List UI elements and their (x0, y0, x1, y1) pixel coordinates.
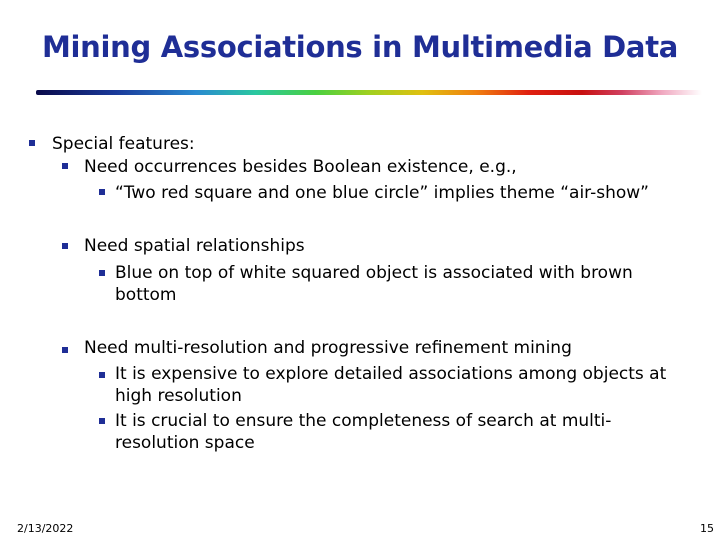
bullet-expensive-line2: high resolution (115, 386, 242, 406)
bullet-need-spatial: Need spatial relationships (84, 236, 305, 256)
bullet-square-icon (62, 347, 68, 353)
bullet-square-icon (99, 270, 105, 276)
bullet-crucial-line2: resolution space (115, 433, 255, 453)
bullet-two-red-square: “Two red square and one blue circle” implies theme “air-show” (115, 183, 649, 203)
slide-title: Mining Associations in Multimedia Data (41, 30, 679, 64)
bullet-square-icon (62, 163, 68, 169)
bullet-special-features: Special features: (52, 134, 195, 154)
bullet-expensive-line1: It is expensive to explore detailed associations among objects at (115, 364, 667, 384)
bullet-need-occurrences: Need occurrences besides Boolean existence, e.g., (84, 157, 517, 177)
slide-number: 15 (700, 522, 714, 535)
footer-date: 2/13/2022 (17, 522, 74, 535)
bullet-square-icon (99, 418, 105, 424)
bullet-crucial-line1: It is crucial to ensure the completeness of search at multi- (115, 411, 612, 431)
bullet-need-multiresolution: Need multi-resolution and progressive refinement mining (84, 338, 572, 358)
bullet-blue-on-top-line2: bottom (115, 285, 177, 305)
bullet-square-icon (29, 140, 35, 146)
title-gradient-rule (36, 90, 702, 95)
bullet-blue-on-top-line1: Blue on top of white squared object is associated with brown (115, 263, 633, 283)
bullet-square-icon (99, 372, 105, 378)
bullet-square-icon (62, 243, 68, 249)
bullet-square-icon (99, 189, 105, 195)
